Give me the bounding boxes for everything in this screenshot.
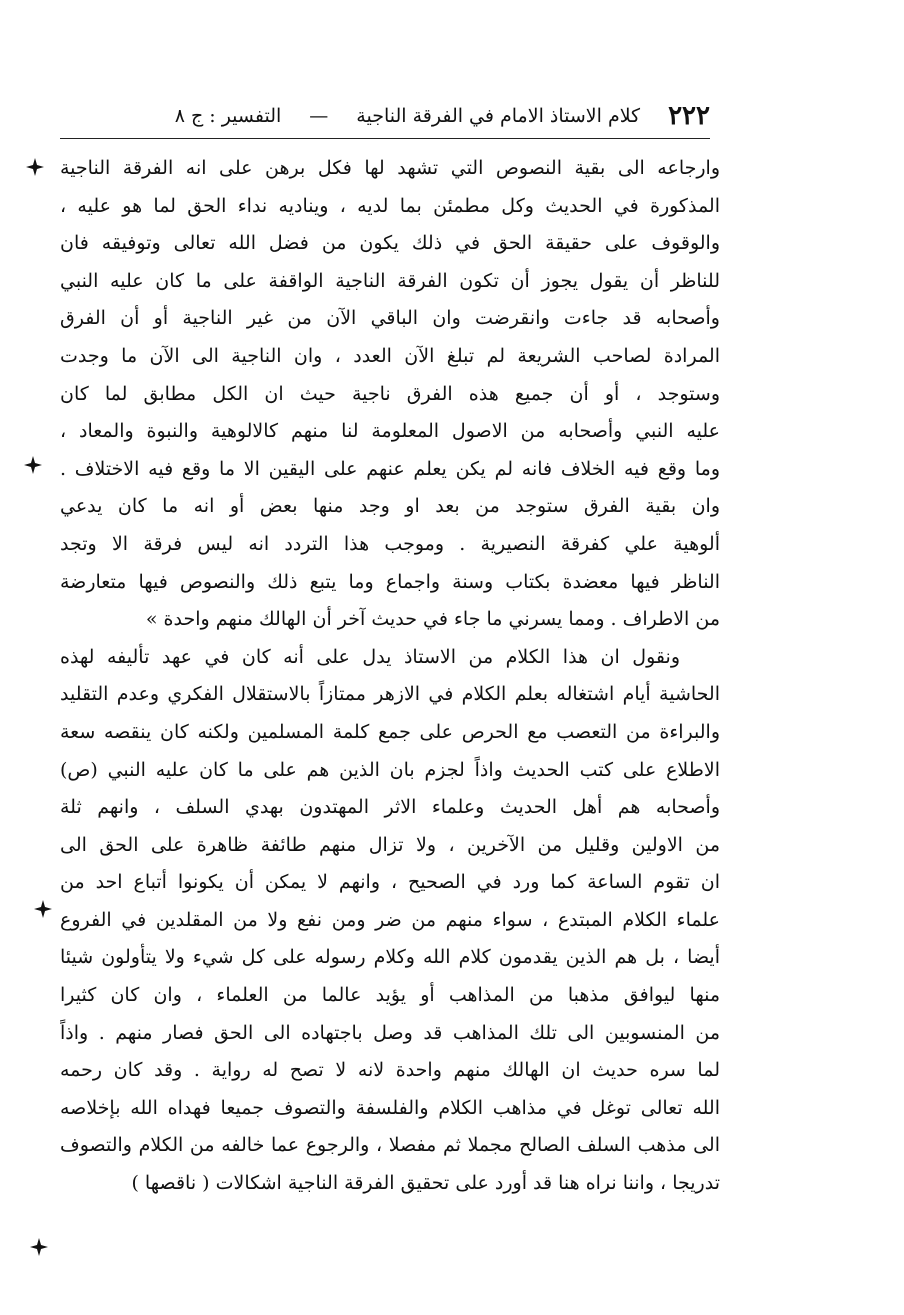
text-line: ونقول ان هذا الكلام من الاستاذ يدل على أنه كان في عهد تأليفه لهذه [60, 645, 680, 668]
text-line: وأصحابه هم أهل الحديث وعلماء الاثر المهتدون بهدي السلف ، وانهم ثلة [60, 796, 720, 819]
text-line: لما سره حديث ان الهالك منهم واحدة لانه لا تصح له رواية . وقد كان رحمه [60, 1059, 720, 1082]
text-line: المرادة لصاحب الشريعة لم تبلغ الآن العدد ، وان الناجية الى الآن ما وجدت [60, 344, 720, 367]
text-line: الاطلاع على كتب الحديث واذاً لجزم بان الذين هم على ما كان عليه النبي (ص) [60, 758, 720, 781]
text-line: الحاشية أيام اشتغاله بعلم الكلام في الازهر ممتازاً بالاستقلال الفكري وعدم التقليد [60, 683, 720, 706]
text-line: وارجاعه الى بقية النصوص التي تشهد لها فكل برهن على انه الفرقة الناجية [60, 157, 720, 179]
asterisk-mark-icon [22, 454, 44, 476]
text-line: منها ليوافق مذهبا من المذاهب أو يؤيد عالما من العلماء ، وان كان كثيرا [60, 984, 720, 1007]
running-title: كلام الاستاذ الامام في الفرقة الناجية [356, 105, 641, 127]
text-line: وأصحابه قد جاءت وانقرضت وان الباقي الآن من غير الناجية أو أن الفرق [60, 307, 720, 330]
text-line: من المنسوبين الى تلك المذاهب قد وصل باجتهاده الى الحق فصار منهم . واذاً [60, 1021, 720, 1044]
text-line: المذكورة في الحديث وكل مطمئن بما لديه ، ويناديه نداء الحق لما هو عليه ، [60, 194, 720, 217]
text-line: وما وقع فيه الخلاف فانه لم يكن يعلم عنهم على اليقين الا ما وقع فيه الاختلاف . [60, 457, 720, 480]
text-line: وستوجد ، أو أن جميع هذه الفرق ناجية حيث ان الكل مطابق لما كان [60, 382, 720, 405]
text-line: من الاولين وقليل من الآخرين ، ولا تزال منهم طائفة ظاهرة على الحق الى [60, 833, 720, 856]
text-line: للناظر أن يقول يجوز أن تكون الفرقة الناجية الواقفة على ما كان عليه النبي [60, 269, 720, 292]
page-number: ٢٢٢ [668, 101, 710, 131]
text-line: الى مذهب السلف الصالح مجملا ثم مفصلا ، والرجوع عما خالفه من الكلام والتصوف [60, 1134, 720, 1157]
text-line: تدريجا ، واننا نراه هنا قد أورد على تحقيق الفرقة الناجية اشكالات ( ناقصها ) [131, 1172, 720, 1195]
page-header [60, 96, 710, 136]
text-line: ان تقوم الساعة كما ورد في الصحيح ، وانهم لا يمكن أن يكونوا أتباع احد من [60, 871, 720, 894]
header-separator: — [309, 105, 329, 127]
text-line: والبراءة من التعصب مع الحرص على جمع كلمة المسلمين ولكنه كان ينقصه سعة [60, 720, 720, 743]
text-line: والوقوف على حقيقة الحق في ذلك يكون من فضل الله تعالى وتوفيقه فان [60, 232, 720, 255]
text-line: من الاطراف . ومما يسرني ما جاء في حديث آخر أن الهالك منهم واحدة » [145, 608, 720, 631]
text-line: وان بقية الفرق ستوجد من بعد او وجد منها بعض أو انه ما كان يدعي [60, 495, 720, 518]
text-line: ألوهية علي كفرقة النصيرية . وموجب هذا التردد انه ليس فرقة الا وتجد [60, 532, 720, 555]
text-line: علماء الكلام المبتدع ، سواء منهم من ضر ومن نفع ولا من المقلدين في الفروع [60, 908, 720, 931]
text-line: أيضا ، بل هم الذين يقدمون كلام الله وكلام رسوله على كل شيء ولا يتأولون شيئا [60, 946, 720, 969]
asterisk-mark-icon [32, 898, 54, 920]
asterisk-mark-icon [28, 1236, 50, 1258]
text-line: الناظر فيها معضدة بكتاب وسنة واجماع وما يتبع ذلك والنصوص فيها متعارضة [60, 570, 720, 593]
text-line: عليه النبي وأصحابه من الاصول المعلومة لنا منهم كالالوهية والنبوة والمعاد ، [60, 420, 720, 443]
book-volume: التفسير : ج ٨ [174, 105, 282, 127]
header-rule [60, 138, 710, 139]
body-text [60, 150, 720, 1203]
asterisk-mark-icon [24, 156, 46, 178]
text-line: الله تعالى توغل في مذاهب الكلام والفلسفة والتصوف جميعا فهداه الله بإخلاصه [60, 1096, 720, 1119]
